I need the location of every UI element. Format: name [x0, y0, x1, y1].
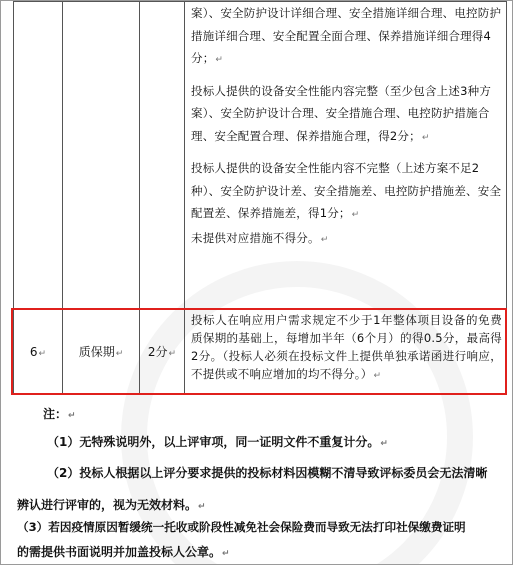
criteria-paragraph: 未提供对应措施不得分。↵ [191, 230, 329, 245]
note-item-2-cont: 辨认进行评审的，视为无效材料。↵ [17, 498, 206, 512]
criteria-paragraph: 案）、安全防护设计详细合理、安全措施详细合理、电控防护措施详细合理、安全配置全面合理、保养措施详细合理得4分；↵ [191, 6, 502, 65]
notes-heading: 注：↵ [43, 407, 76, 421]
prev-number-cell [14, 2, 63, 309]
note-item-1: （1）无特殊说明外，以上评审项，同一证明文件不重复计分。↵ [47, 435, 388, 449]
note-item-3-cont: 的需提供书面说明并加盖投标人公章。↵ [17, 545, 230, 559]
prev-score-cell [140, 2, 185, 309]
criteria-paragraph: 投标人提供的设备安全性能内容不完整（上述方案不足2种）、安全防护设计差、安全措施差、电控防护措施差、安全配置差、保养措施差，得1分；↵ [191, 161, 502, 220]
note-item-2: （2）投标人根据以上评分要求提供的投标材料因模糊不清导致评标委员会无法清晰 [47, 466, 488, 480]
item-name-cell: 质保期↵ [63, 309, 140, 395]
scoring-table [13, 1, 507, 395]
table-row-warranty [14, 309, 507, 395]
criteria-cell: 投标人在响应用户需求规定不少于1年整体项目设备的免费质保期的基础上，每增加半年（6个月）的得0.5分，最高得2分。（投标人必须在投标文件上提供单独承诺函进行响应，不提供或不响应增加的均不得分。）↵ [185, 309, 507, 395]
row-number-cell: 6↵ [14, 309, 63, 395]
prev-criteria-cell [185, 2, 507, 309]
note-item-3: （3）若因疫情原因暂缓统一托收或阶段性减免社会保险费而导致无法打印社保缴费证明 [17, 520, 466, 534]
criteria-paragraph: 投标人提供的设备安全性能内容完整（至少包含上述3种方案）、安全防护设计合理、安全措施合理、电控防护措施合理、安全配置合理、保养措施合理，得2分；↵ [191, 83, 492, 143]
prev-item-cell [63, 2, 140, 309]
score-cell: 2分↵ [140, 309, 185, 395]
table-row-previous [14, 2, 507, 309]
